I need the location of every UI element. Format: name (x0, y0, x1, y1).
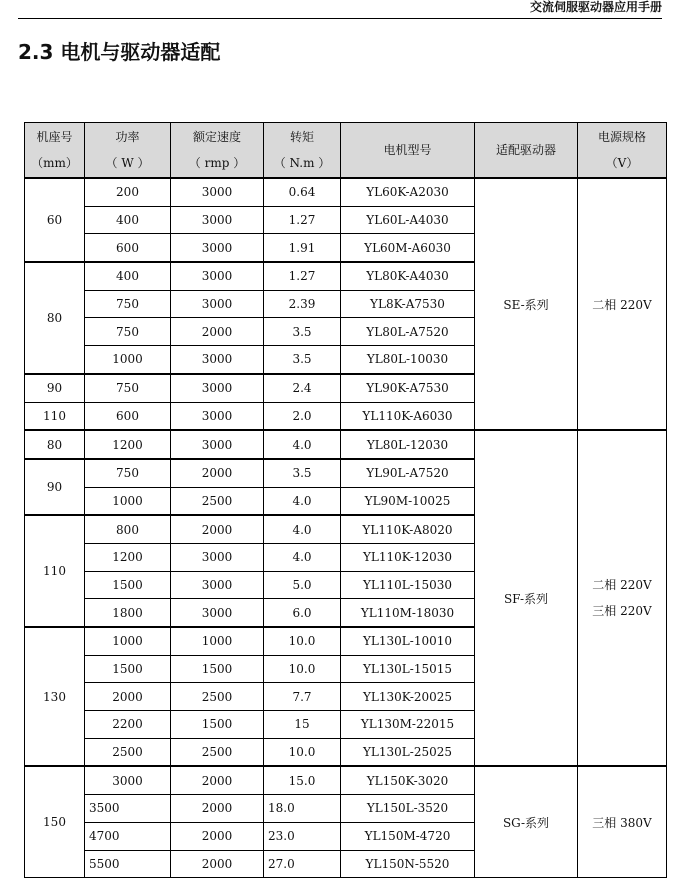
model-cell: YL110K-12030 (341, 543, 475, 571)
torque-cell: 18.0 (264, 795, 341, 823)
power-cell: 1000 (85, 627, 171, 655)
speed-cell: 3000 (171, 374, 264, 402)
power-cell: 600 (85, 402, 171, 430)
frame-cell: 90 (25, 459, 85, 515)
header-speed: 额定速度 （ rmp ） (171, 123, 264, 179)
table-row (25, 430, 667, 459)
speed-cell: 2000 (171, 459, 264, 487)
torque-cell: 10.0 (264, 627, 341, 655)
model-cell: YL130L-10010 (341, 627, 475, 655)
header-torque: 转矩 （ N.m ） (264, 123, 341, 179)
speed-cell: 2000 (171, 515, 264, 543)
torque-cell: 4.0 (264, 430, 341, 459)
speed-cell: 3000 (171, 178, 264, 206)
torque-cell: 1.91 (264, 234, 341, 262)
power-cell: 800 (85, 515, 171, 543)
model-cell: YL110L-15030 (341, 571, 475, 599)
power-cell: 2500 (85, 738, 171, 766)
model-cell: YL90M-10025 (341, 487, 475, 515)
model-cell: YL150M-4720 (341, 822, 475, 850)
torque-cell: 10.0 (264, 738, 341, 766)
power-cell: 2000 (85, 683, 171, 711)
power-cell: 1000 (85, 487, 171, 515)
power-cell: 5500 (85, 850, 171, 878)
model-cell: YL130M-22015 (341, 711, 475, 739)
torque-cell: 2.0 (264, 402, 341, 430)
driver-cell: SG-系列 (475, 766, 578, 877)
torque-cell: 23.0 (264, 822, 341, 850)
frame-cell: 80 (25, 430, 85, 459)
power-cell: 3000 (85, 766, 171, 794)
torque-cell: 7.7 (264, 683, 341, 711)
torque-cell: 0.64 (264, 178, 341, 206)
model-cell: YL90K-A7530 (341, 374, 475, 402)
power-cell: 1200 (85, 543, 171, 571)
speed-cell: 3000 (171, 430, 264, 459)
torque-cell: 27.0 (264, 850, 341, 878)
header-supply: 电源规格 （V） (578, 123, 667, 179)
speed-cell: 3000 (171, 290, 264, 318)
section-title: 2.3 电机与驱动器适配 (18, 40, 221, 64)
power-cell: 2200 (85, 711, 171, 739)
speed-cell: 1500 (171, 711, 264, 739)
model-cell: YL60M-A6030 (341, 234, 475, 262)
power-cell: 1500 (85, 655, 171, 683)
power-cell: 4700 (85, 822, 171, 850)
power-cell: 750 (85, 459, 171, 487)
frame-cell: 110 (25, 402, 85, 430)
torque-cell: 2.39 (264, 290, 341, 318)
speed-cell: 3000 (171, 543, 264, 571)
torque-cell: 1.27 (264, 262, 341, 290)
power-cell: 200 (85, 178, 171, 206)
model-cell: YL60K-A2030 (341, 178, 475, 206)
speed-cell: 2000 (171, 795, 264, 823)
power-cell: 400 (85, 262, 171, 290)
speed-cell: 3000 (171, 599, 264, 627)
power-cell: 750 (85, 374, 171, 402)
torque-cell: 15 (264, 711, 341, 739)
speed-cell: 2500 (171, 738, 264, 766)
speed-cell: 3000 (171, 571, 264, 599)
power-cell: 3500 (85, 795, 171, 823)
speed-cell: 2500 (171, 683, 264, 711)
model-cell: YL80L-A7520 (341, 318, 475, 346)
torque-cell: 3.5 (264, 459, 341, 487)
driver-cell: SF-系列 (475, 430, 578, 766)
model-cell: YL80K-A4030 (341, 262, 475, 290)
model-cell: YL130K-20025 (341, 683, 475, 711)
model-cell: YL150K-3020 (341, 766, 475, 794)
speed-cell: 2000 (171, 822, 264, 850)
power-cell: 750 (85, 290, 171, 318)
torque-cell: 3.5 (264, 346, 341, 374)
model-cell: YL80L-12030 (341, 430, 475, 459)
model-cell: YL150L-3520 (341, 795, 475, 823)
frame-cell: 90 (25, 374, 85, 402)
frame-cell: 150 (25, 766, 85, 877)
speed-cell: 3000 (171, 262, 264, 290)
speed-cell: 1500 (171, 655, 264, 683)
power-cell: 400 (85, 206, 171, 234)
header-power: 功率 （ W ） (85, 123, 171, 179)
torque-cell: 6.0 (264, 599, 341, 627)
torque-cell: 4.0 (264, 515, 341, 543)
torque-cell: 10.0 (264, 655, 341, 683)
model-cell: YL110K-A6030 (341, 402, 475, 430)
speed-cell: 2000 (171, 850, 264, 878)
speed-cell: 3000 (171, 346, 264, 374)
header-frame: 机座号 （mm） (25, 123, 85, 179)
torque-cell: 4.0 (264, 543, 341, 571)
power-cell: 1200 (85, 430, 171, 459)
power-cell: 1800 (85, 599, 171, 627)
motor-driver-table (24, 122, 667, 878)
torque-cell: 5.0 (264, 571, 341, 599)
manual-title: 交流伺服驱动器应用手册 (529, 0, 662, 14)
supply-cell: 二相 220V 三相 220V (578, 430, 667, 766)
torque-cell: 4.0 (264, 487, 341, 515)
table-row (25, 766, 667, 794)
power-cell: 750 (85, 318, 171, 346)
supply-cell: 二相 220V (578, 178, 667, 430)
frame-cell: 80 (25, 262, 85, 374)
torque-cell: 1.27 (264, 206, 341, 234)
table-header-row (25, 123, 667, 179)
supply-cell: 三相 380V (578, 766, 667, 877)
model-cell: YL130L-15015 (341, 655, 475, 683)
model-cell: YL130L-25025 (341, 738, 475, 766)
power-cell: 1500 (85, 571, 171, 599)
speed-cell: 3000 (171, 402, 264, 430)
speed-cell: 3000 (171, 206, 264, 234)
model-cell: YL60L-A4030 (341, 206, 475, 234)
model-cell: YL8K-A7530 (341, 290, 475, 318)
torque-cell: 15.0 (264, 766, 341, 794)
power-cell: 600 (85, 234, 171, 262)
speed-cell: 2000 (171, 318, 264, 346)
header-model: 电机型号 (341, 123, 475, 179)
frame-cell: 130 (25, 627, 85, 766)
speed-cell: 3000 (171, 234, 264, 262)
speed-cell: 2000 (171, 766, 264, 794)
frame-cell: 110 (25, 515, 85, 627)
model-cell: YL150N-5520 (341, 850, 475, 878)
torque-cell: 3.5 (264, 318, 341, 346)
frame-cell: 60 (25, 178, 85, 262)
page-header (18, 0, 662, 19)
driver-cell: SE-系列 (475, 178, 578, 430)
model-cell: YL110K-A8020 (341, 515, 475, 543)
torque-cell: 2.4 (264, 374, 341, 402)
header-driver: 适配驱动器 (475, 123, 578, 179)
speed-cell: 2500 (171, 487, 264, 515)
table-row (25, 178, 667, 206)
model-cell: YL80L-10030 (341, 346, 475, 374)
power-cell: 1000 (85, 346, 171, 374)
model-cell: YL110M-18030 (341, 599, 475, 627)
speed-cell: 1000 (171, 627, 264, 655)
model-cell: YL90L-A7520 (341, 459, 475, 487)
